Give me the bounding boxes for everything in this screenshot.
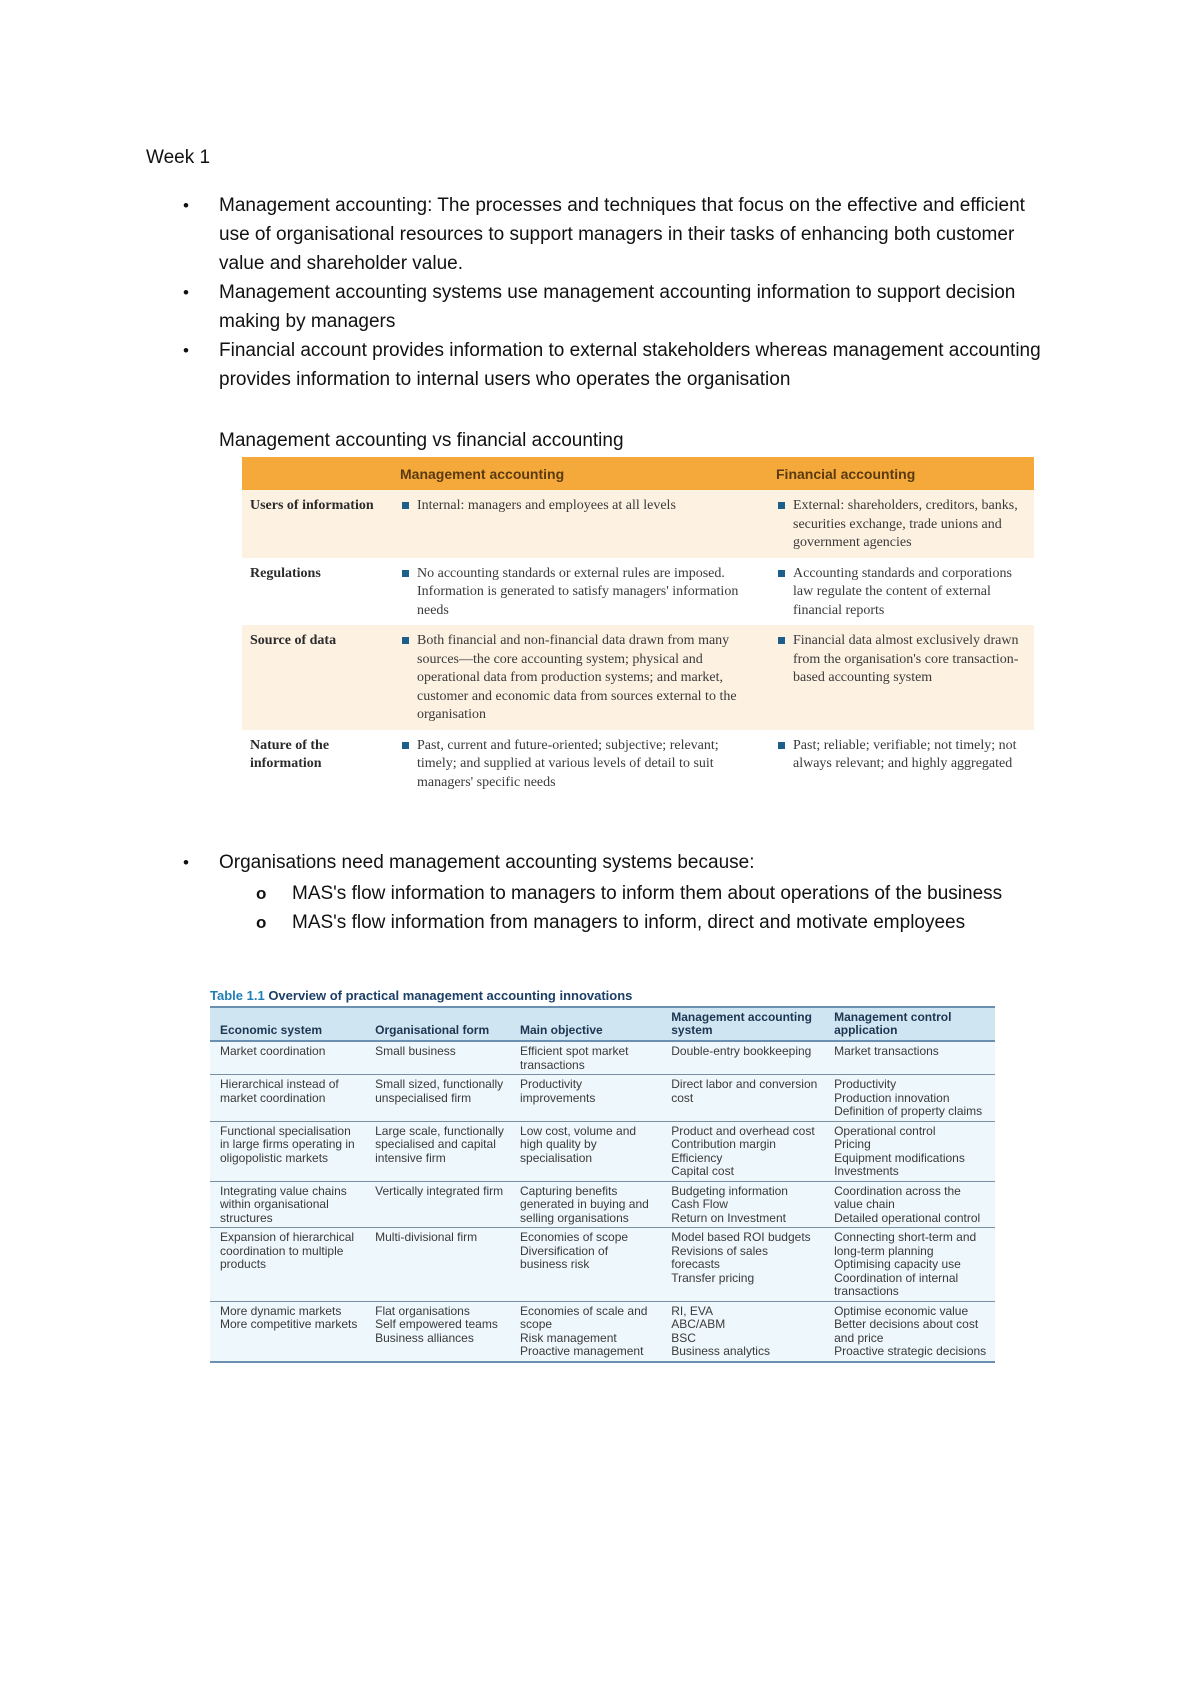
table-cell: Optimise economic value Better decisions about cost and price Proactive strategic decisions: [824, 1301, 995, 1362]
table-row: [210, 1228, 995, 1302]
table-row: [242, 558, 1034, 626]
table-header-cell: Management control application: [824, 1007, 995, 1041]
table-header-cell: Financial accounting: [776, 465, 916, 482]
list-item-text: Organisations need management accounting systems because:: [219, 852, 755, 873]
table-cell: RI, EVA ABC/ABM BSC Business analytics: [661, 1301, 824, 1362]
sub-list-item: o MAS's flow information to managers to inform them about operations of the business: [219, 879, 1046, 908]
table-caption-number: Table 1.1: [210, 988, 265, 1003]
table-cell: Expansion of hierarchical coordination to multiple products: [210, 1228, 365, 1302]
table-row: [242, 625, 1034, 730]
fa-cell: Past; reliable; verifiable; not timely; not always relevant; and highly aggregated: [768, 730, 1034, 798]
row-label: Nature of the information: [250, 737, 330, 771]
fa-cell: External: shareholders, creditors, banks, securities exchange, trade unions and government agencies: [768, 490, 1034, 558]
innovations-table: [210, 1006, 995, 1363]
table-cell: More dynamic markets More competitive markets: [210, 1301, 365, 1362]
sub-list: [219, 879, 1046, 937]
fa-cell: Accounting standards and corporations law regulate the content of external financial reports: [768, 558, 1034, 626]
table-cell: Economies of scope Diversification of business risk: [510, 1228, 661, 1302]
table-cell: Coordination across the value chain Detailed operational control: [824, 1181, 995, 1228]
table-cell: Small business: [365, 1041, 510, 1075]
table-cell: Market transactions: [824, 1041, 995, 1075]
table-cell: Budgeting information Cash Flow Return on Investment: [661, 1181, 824, 1228]
ma-cell: Internal: managers and employees at all levels: [392, 490, 768, 558]
table-cell: Connecting short-term and long-term planning Optimising capacity use Coordination of internal transactions: [824, 1228, 995, 1302]
table-row: [242, 490, 1034, 558]
table-cell: Integrating value chains within organisational structures: [210, 1181, 365, 1228]
table-cell: Model based ROI budgets Revisions of sales forecasts Transfer pricing: [661, 1228, 824, 1302]
ma-cell: Both financial and non-financial data drawn from many sources—the core accounting system; physical and operational data from production systems; and market, customer and economic data from sources external to the organisation: [392, 625, 768, 730]
ma-vs-fa-table: [242, 457, 1034, 797]
table-cell: Large scale, functionally specialised and capital intensive firm: [365, 1121, 510, 1181]
table-cell: Hierarchical instead of market coordination: [210, 1075, 365, 1122]
ma-cell: No accounting standards or external rules are imposed. Information is generated to satisfy managers' information needs: [392, 558, 768, 626]
definition-list: [146, 191, 1046, 394]
fa-cell: Financial data almost exclusively drawn from the organisation's core transaction-based accounting system: [768, 625, 1034, 730]
table-caption-text: Overview of practical management accounting innovations: [268, 988, 633, 1003]
table-row: [242, 730, 1034, 798]
mas-reasons-list: [146, 848, 1046, 937]
page-title: Week 1: [146, 147, 211, 168]
table-cell: Capturing benefits generated in buying and selling organisations: [510, 1181, 661, 1228]
table-cell: Product and overhead cost Contribution margin Efficiency Capital cost: [661, 1121, 824, 1181]
table-header-row: [210, 1007, 995, 1041]
ma-cell: Past, current and future-oriented; subjective; relevant; timely; and supplied at various levels of detail to suit managers' specific needs: [392, 730, 768, 798]
table-cell: Direct labor and conversion cost: [661, 1075, 824, 1122]
table-cell: Productivity Production innovation Definition of property claims: [824, 1075, 995, 1122]
sub-list-item: o MAS's flow information from managers to inform, direct and motivate employees: [219, 908, 1046, 937]
table-caption: [210, 988, 632, 1003]
table-cell: Low cost, volume and high quality by specialisation: [510, 1121, 661, 1181]
list-item: [146, 848, 1046, 937]
row-label: Users of information: [250, 498, 374, 513]
table-cell: Market coordination: [210, 1041, 365, 1075]
list-item: • Financial account provides information to external stakeholders whereas management accounting provides information to internal users who operates the organisation: [146, 336, 1046, 394]
table-header-cell: Organisational form: [365, 1007, 510, 1041]
table-cell: Productivity improvements: [510, 1075, 661, 1122]
table-header-row: [242, 457, 1034, 490]
table-row: [210, 1075, 995, 1122]
table-cell: Economies of scale and scope Risk management Proactive management: [510, 1301, 661, 1362]
table-row: [210, 1181, 995, 1228]
table-cell: Operational control Pricing Equipment modifications Investments: [824, 1121, 995, 1181]
row-label: Source of data: [250, 633, 337, 648]
table-cell: Flat organisations Self empowered teams Business alliances: [365, 1301, 510, 1362]
table-cell: Multi-divisional firm: [365, 1228, 510, 1302]
table-header-cell: Main objective: [510, 1007, 661, 1041]
table-header-cell: Management accounting: [400, 465, 565, 482]
table-row: [210, 1121, 995, 1181]
table-header-cell: Economic system: [210, 1007, 365, 1041]
table-cell: Small sized, functionally unspecialised firm: [365, 1075, 510, 1122]
table-cell: Efficient spot market transactions: [510, 1041, 661, 1075]
list-item: • Management accounting systems use management accounting information to support decision making by managers: [146, 278, 1046, 336]
row-label: Regulations: [250, 565, 321, 581]
table-body: [210, 1041, 995, 1362]
table-row: [210, 1301, 995, 1362]
table-cell: Double-entry bookkeeping: [661, 1041, 824, 1075]
table-header-cell: Management accounting system: [661, 1007, 824, 1041]
table-cell: Functional specialisation in large firms operating in oligopolistic markets: [210, 1121, 365, 1181]
table-cell: Vertically integrated firm: [365, 1181, 510, 1228]
list-item: • Management accounting: The processes and techniques that focus on the effective and efficient use of organisational resources to support managers in their tasks of enhancing both customer value and shareholder value.: [146, 191, 1046, 278]
comparison-subheading: Management accounting vs financial accounting: [219, 430, 624, 451]
table-row: [210, 1041, 995, 1075]
